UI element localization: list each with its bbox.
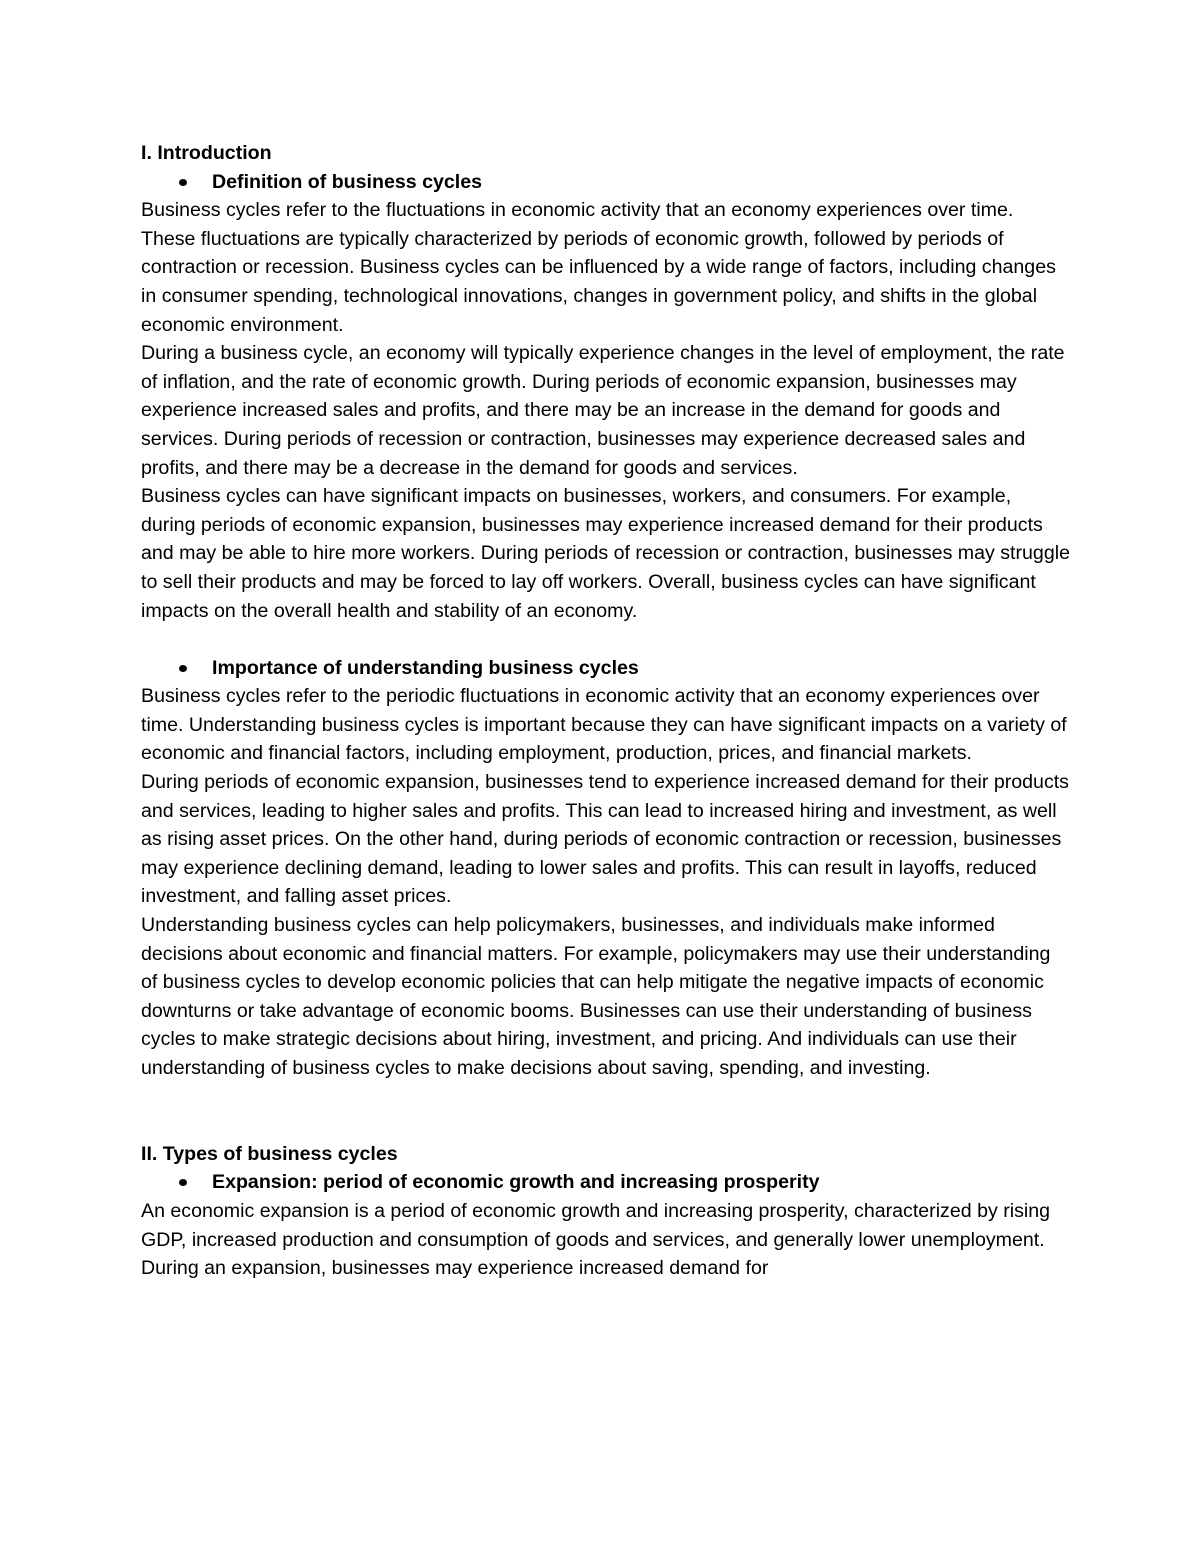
paragraph: During periods of economic expansion, businesses tend to experience increased demand for their products and services, leading to higher sales and profits. This can lead to increased hiring and investment, as well as rising asset prices. On the other hand, during periods of economic contraction or recession, businesses may experience declining demand, leading to lower sales and profits. This can result in layoffs, reduced investment, and falling asset prices. [141,771,1069,908]
section-heading-introduction: I. Introduction [141,142,272,164]
bullet-title: Expansion: period of economic growth and increasing prosperity [212,1171,820,1194]
paragraph: Business cycles refer to the fluctuations in economic activity that an economy experiences over time. These fluctuations are typically characterized by periods of economic growth, followed by periods of contraction or recession. Business cycles can be influenced by a wide range of factors, including changes in consumer spending, technological innovations, changes in government policy, and shifts in the global economic environment. [141,199,1056,336]
document-page [141,139,1071,1283]
bullet-title: Definition of business cycles [212,170,483,193]
bullet-dot-icon [179,179,187,186]
paragraph: Business cycles refer to the periodic fluctuations in economic activity that an economy experiences over time. Understanding business cycles is important because they can have significant impacts on a variety of economic and financial factors, including employment, production, prices, and financial markets. [141,685,1067,765]
paragraph: Understanding business cycles can help policymakers, businesses, and individuals make informed decisions about economic and financial matters. For example, policymakers may use their understanding of business cycles to develop economic policies that can help mitigate the negative impacts of economic downturns or take advantage of economic booms. Businesses can use their understanding of business cycles to make strategic decisions about hiring, investment, and pricing. And individuals can use their understanding of business cycles to make decisions about saving, spending, and investing. [141,914,1051,1079]
bullet-definition-of-business-cycles [141,168,1071,197]
paragraph: During a business cycle, an economy will typically experience changes in the level of employment, the rate of inflation, and the rate of economic growth. During periods of economic expansion, businesses may experience increased sales and profits, and there may be an increase in the demand for goods and services. During periods of recession or contraction, businesses may experience decreased sales and profits, and there may be a decrease in the demand for goods and services. [141,342,1065,479]
bullet-dot-icon [179,1179,187,1186]
bullet-expansion [141,1168,1071,1197]
bullet-title: Importance of understanding business cycles [212,656,639,679]
section-heading-types-of-business-cycles: II. Types of business cycles [141,1142,398,1165]
spacer [141,1083,1071,1140]
bullet-dot-icon [179,665,187,672]
paragraph: Business cycles can have significant impacts on businesses, workers, and consumers. For example, during periods of economic expansion, businesses may experience increased demand for their products and may be able to hire more workers. During periods of recession or contraction, businesses may struggle to sell their products and may be forced to lay off workers. Overall, business cycles can have significant impacts on the overall health and stability of an economy. [141,485,1070,622]
spacer [141,625,1071,654]
paragraph: An economic expansion is a period of economic growth and increasing prosperity, characterized by rising GDP, increased production and consumption of goods and services, and generally lower unemployment. During an expansion, businesses may experience increased demand for [141,1199,1051,1280]
bullet-importance-of-understanding-business-cycles [141,654,1071,683]
